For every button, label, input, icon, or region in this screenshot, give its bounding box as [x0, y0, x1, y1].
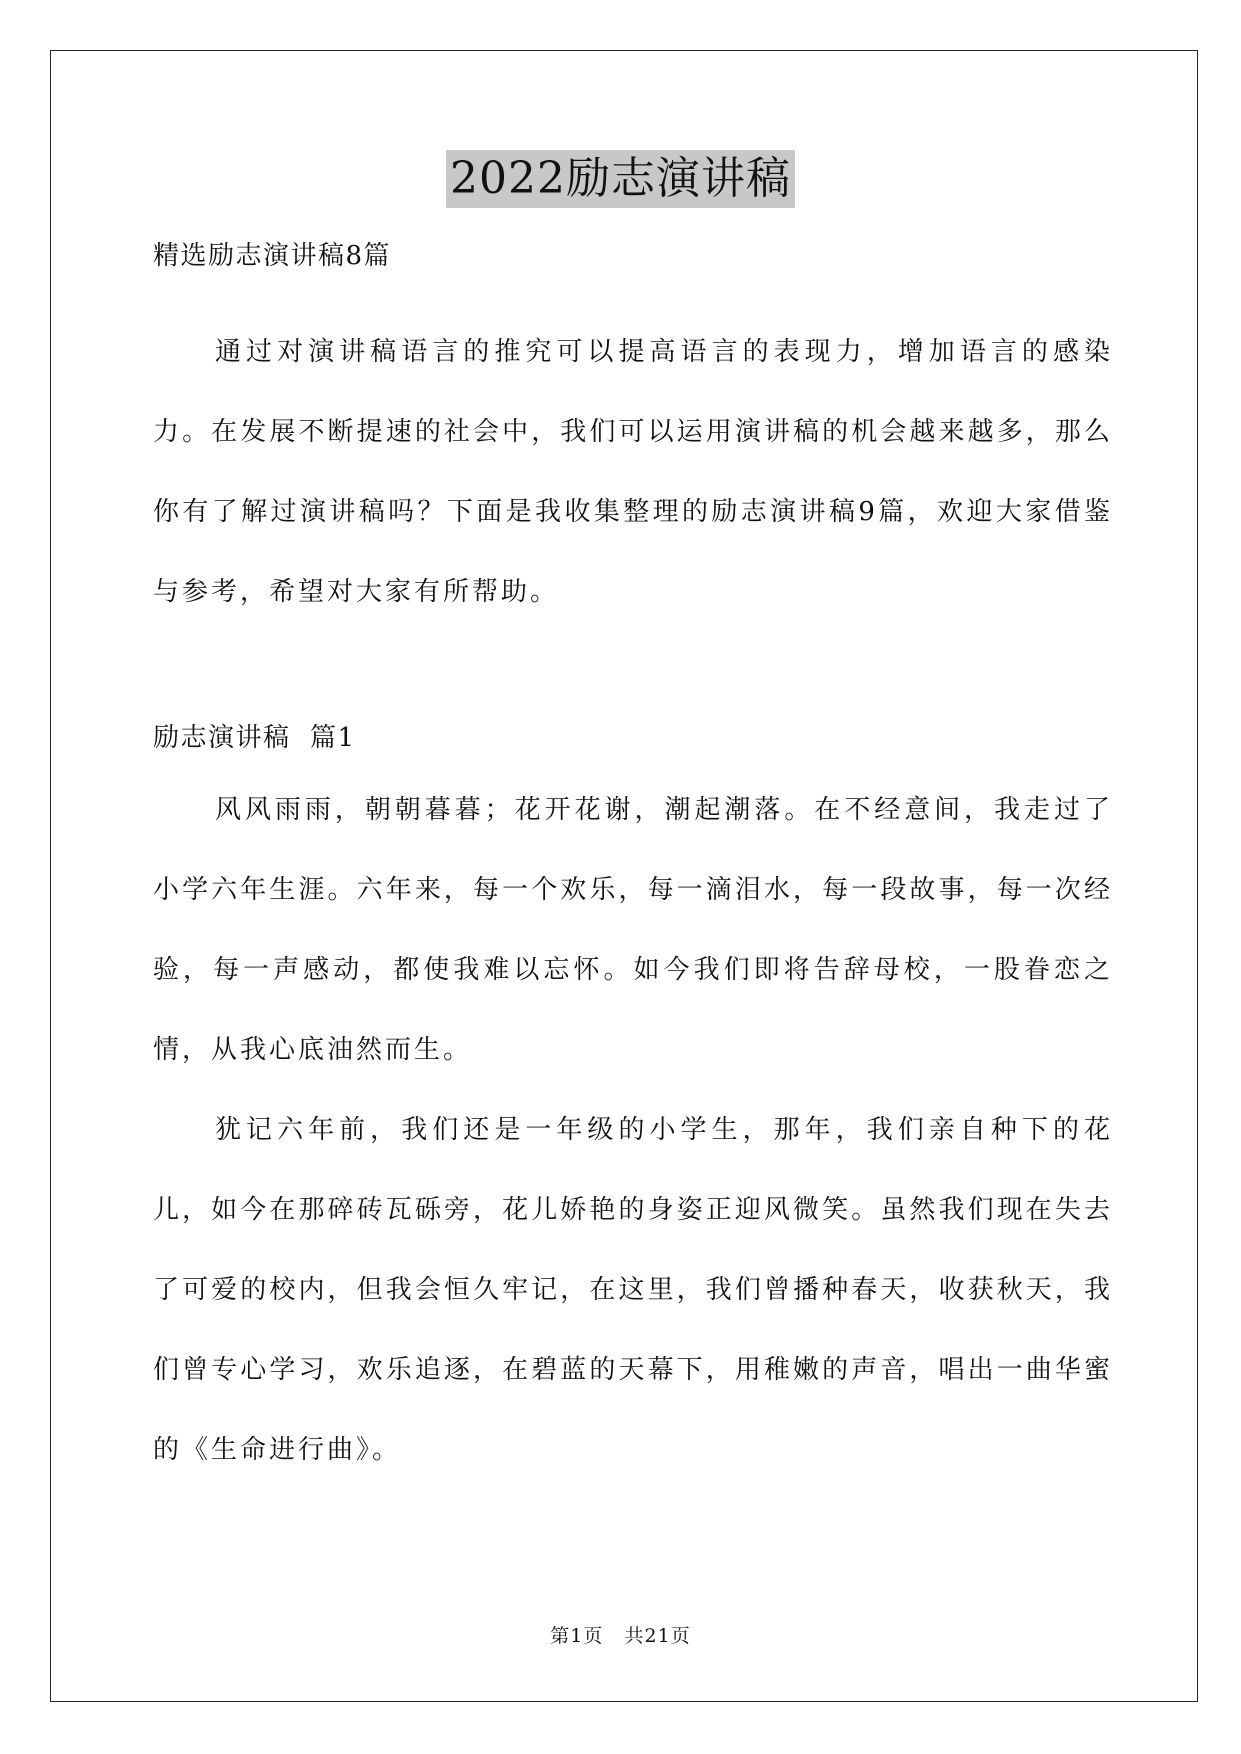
- section-heading: 励志演讲稿 篇1: [153, 723, 356, 753]
- document-title: 2022励志演讲稿: [446, 150, 795, 208]
- page-footer: [0, 1624, 1241, 1648]
- document-body: [153, 236, 1113, 1490]
- section-paragraph: 犹记六年前，我们还是一年级的小学生，那年，我们亲自种下的花儿，如今在那碎砖瓦砾旁，花儿娇艳的身姿正迎风微笑。虽然我们现在失去了可爱的校内，但我会恒久牢记，在这里，我们曾播种春天，收获秋天，我们曾专心学习，欢乐追逐，在碧蓝的天幕下，用稚嫩的声音，唱出一曲华蜜的《生命进行曲》。: [153, 1115, 1113, 1465]
- title-block: [0, 150, 1241, 208]
- section-paragraph: 风风雨雨，朝朝暮暮；花开花谢，潮起潮落。在不经意间，我走过了小学六年生涯。六年来，每一个欢乐，每一滴泪水，每一段故事，每一次经验，每一声感动，都使我难以忘怀。如今我们即将告辞母校，一股眷恋之情，从我心底油然而生。: [153, 795, 1113, 1065]
- intro-paragraph: 通过对演讲稿语言的推究可以提高语言的表现力，增加语言的感染力。在发展不断提速的社会中，我们可以运用演讲稿的机会越来越多，那么你有了解过演讲稿吗？下面是我收集整理的励志演讲稿9篇，欢迎大家借鉴与参考，希望对大家有所帮助。: [153, 337, 1113, 607]
- page-total: 共21页: [624, 1625, 691, 1647]
- page-number: 第1页: [550, 1625, 604, 1647]
- document-subtitle: 精选励志演讲稿8篇: [153, 241, 392, 271]
